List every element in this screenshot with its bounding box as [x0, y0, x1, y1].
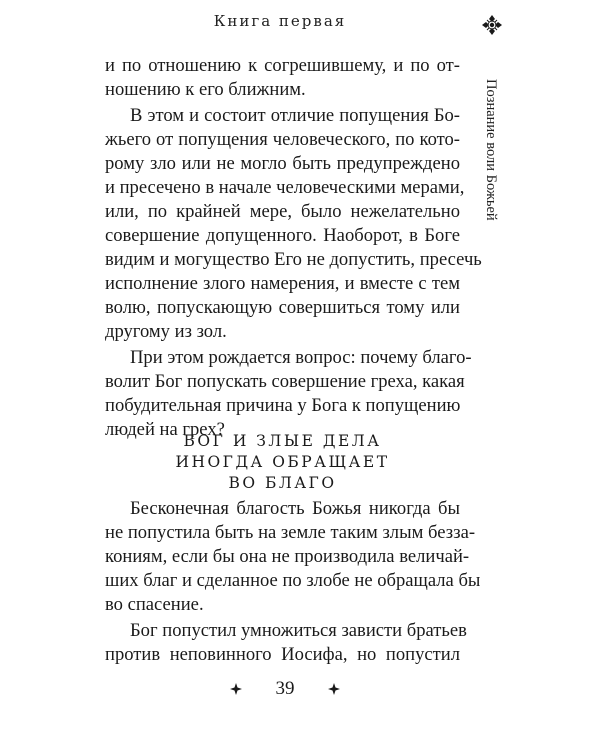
text-line: При этом рождается вопрос: почему благо-: [130, 347, 472, 368]
text-line: другому из зол.: [105, 321, 227, 342]
text-line: волит Бог попускать совершение греха, какая: [105, 371, 465, 392]
text-line: совершение допущенного. Наоборот, в Боге: [105, 225, 460, 246]
small-cross-ornament-icon: [230, 683, 242, 695]
text-line: не попустила быть на земле таким злым безза-: [105, 522, 476, 543]
page-footer: [230, 676, 340, 702]
text-line: кониям, если бы она не производила величай-: [105, 546, 470, 567]
text-line: видим и могущество Его не допустить, пресечь: [105, 249, 482, 270]
text-line: против неповинного Иосифа, но попустил: [105, 644, 460, 665]
text-line: волю, попускающую совершиться тому или: [105, 297, 460, 318]
floral-cross-icon: [481, 14, 503, 36]
section-heading-line: ВО БЛАГО: [228, 474, 337, 492]
text-line: рому зло или не могло быть предупреждено: [105, 153, 460, 174]
section-heading-line: ИНОГДА ОБРАЩАЕТ: [175, 453, 390, 471]
text-line: и пресечено в начале человеческими мерами,: [105, 177, 465, 198]
text-line: ношению к его ближним.: [105, 79, 306, 100]
text-line: и по отношению к согрешившему, и по от-: [105, 55, 460, 76]
text-line: исполнение злого намерения, и вместе с тем: [105, 273, 460, 294]
text-line: или, по крайней мере, было нежелательно: [105, 201, 460, 222]
text-line: во спасение.: [105, 594, 204, 615]
text-line: побудительная причина у Бога к попущению: [105, 395, 461, 416]
text-line: Бесконечная благость Божья никогда бы: [130, 498, 460, 519]
text-line: ших благ и сделанное по злобе не обращала бы: [105, 570, 481, 591]
small-cross-ornament-icon: [328, 683, 340, 695]
text-line: В этом и состоит отличие попущения Бо-: [130, 105, 460, 126]
section-heading-line: БОГ И ЗЛЫЕ ДЕЛА: [183, 432, 382, 450]
side-section-title: Познание воли Божьей: [483, 79, 499, 221]
text-line: людей на грех?: [105, 419, 225, 440]
running-head: Книга первая: [213, 12, 347, 30]
page-number: 39: [275, 678, 295, 699]
text-line: жьего от попущения человеческого, по кото-: [105, 129, 460, 150]
text-line: Бог попустил умножиться зависти братьев: [130, 620, 467, 641]
